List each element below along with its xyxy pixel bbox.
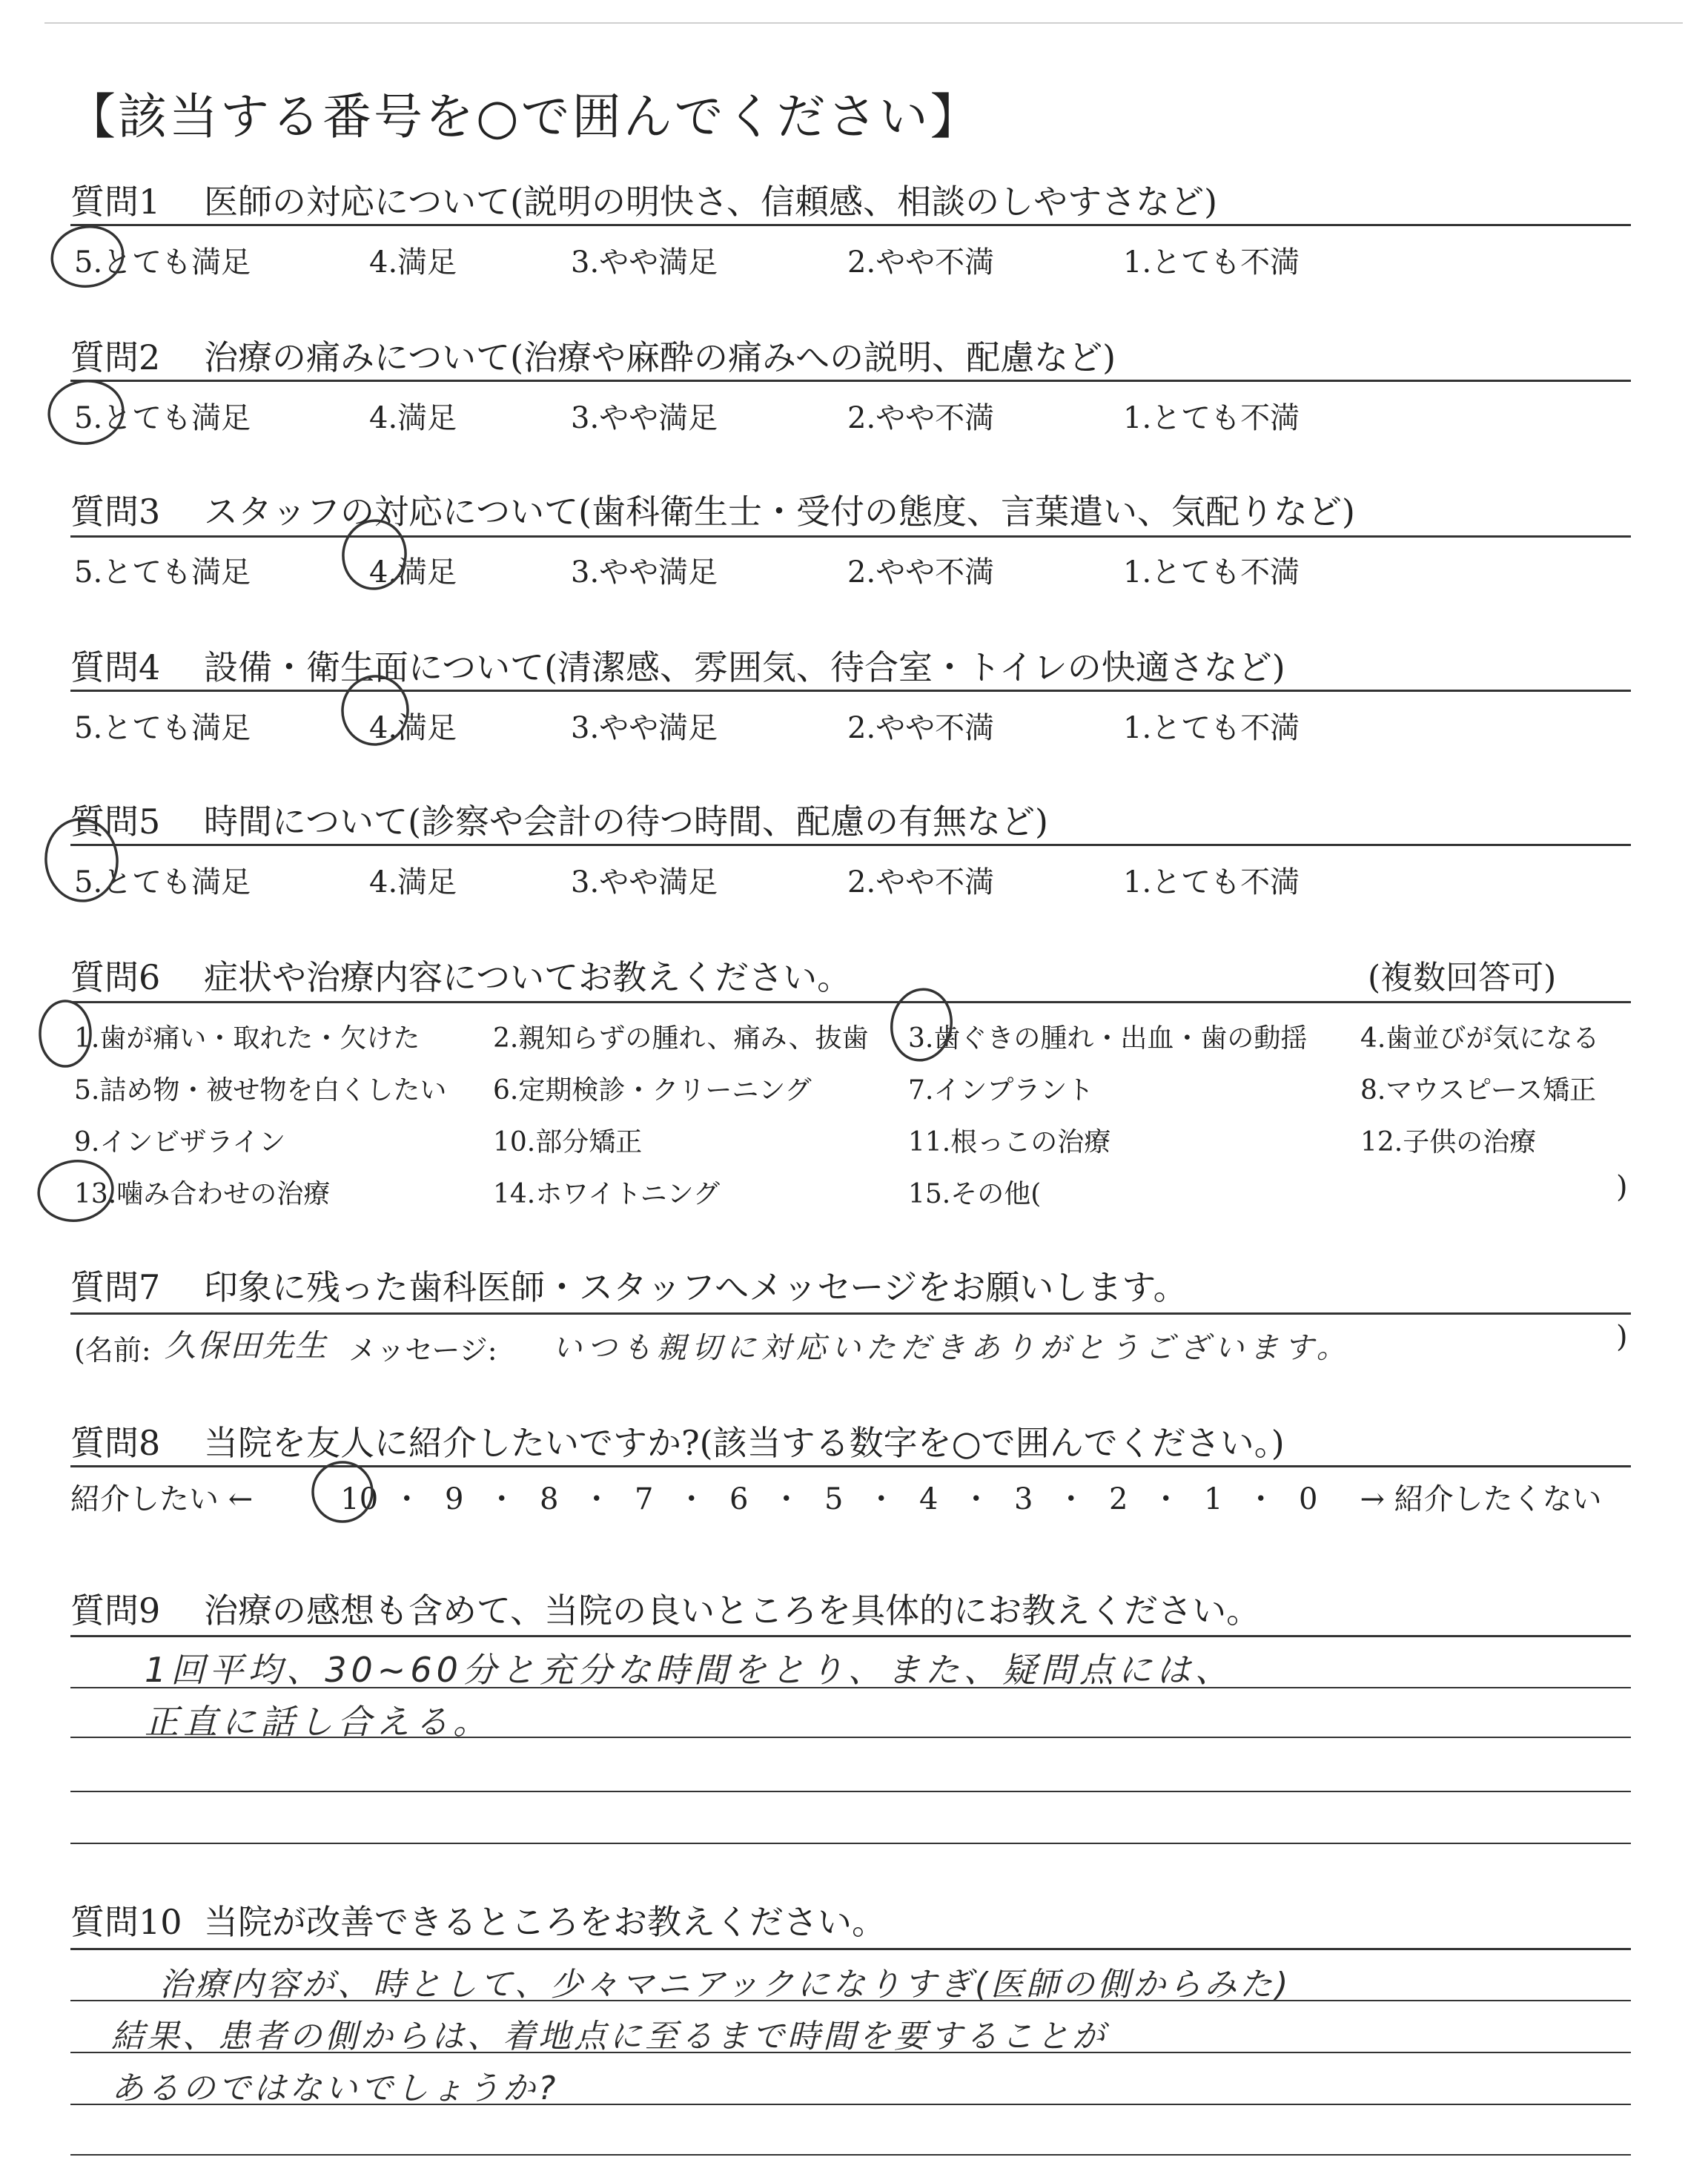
q8-scale-9[interactable]: 9 — [444, 1482, 464, 1516]
q6-item-2[interactable]: 2.親知らずの腫れ、痛み、抜歯 — [493, 1023, 869, 1054]
q5-option-2[interactable]: 2.やや不満 — [847, 865, 995, 899]
q2-option-3[interactable]: 3.やや満足 — [571, 401, 718, 435]
q1-header — [70, 175, 1217, 224]
q5-option-5[interactable]: 5.とても満足 — [74, 865, 251, 899]
q8-scale-separator: ・ — [486, 1482, 517, 1516]
q1-option-4[interactable]: 4.満足 — [369, 245, 457, 280]
q6-item-11[interactable]: 11.根っこの治療 — [908, 1127, 1111, 1157]
q6-number: 質問6 — [70, 957, 161, 997]
q6-item-1[interactable]: 1.歯が痛い・取れた・欠けた — [74, 1023, 420, 1054]
q8-scale-5[interactable]: 5 — [824, 1482, 844, 1516]
q1-text: 医師の対応について(説明の明快さ、信頼感、相談のしやすさなど) — [204, 182, 1218, 222]
top-edge-line — [44, 22, 1683, 24]
q2-rule — [70, 380, 1631, 382]
q6-other-close-paren: ) — [1616, 1170, 1628, 1204]
q6-item-15[interactable]: 15.その他( — [908, 1179, 1042, 1209]
q6-item-6[interactable]: 6.定期検診・クリーニング — [493, 1075, 812, 1106]
q10-header — [70, 1895, 886, 1944]
q6-item-12[interactable]: 12.子供の治療 — [1360, 1127, 1537, 1157]
q8-scale-8[interactable]: 8 — [539, 1482, 559, 1516]
q6-multiple-answer-note: (複数回答可) — [1368, 959, 1557, 997]
q1-rule — [70, 224, 1631, 226]
q8-scale-1[interactable]: 1 — [1203, 1482, 1223, 1516]
q5-text: 時間について(診察や会計の待つ時間、配慮の有無など) — [204, 802, 1048, 842]
q6-item-5[interactable]: 5.詰め物・被せ物を白くしたい — [74, 1075, 447, 1106]
q8-scale-separator: ・ — [391, 1482, 422, 1516]
q7-text: 印象に残った歯科医師・スタッフへメッセージをお願いします。 — [204, 1267, 1188, 1307]
q8-scale-separator: ・ — [1245, 1482, 1276, 1516]
q8-scale-separator: ・ — [581, 1482, 612, 1516]
q2-option-5[interactable]: 5.とても満足 — [74, 401, 251, 435]
q9-header — [70, 1584, 1260, 1633]
q1-number: 質問1 — [70, 182, 161, 222]
q6-item-7[interactable]: 7.インプラント — [908, 1075, 1094, 1106]
q1-option-2[interactable]: 2.やや不満 — [847, 245, 995, 280]
q8-right-label: → 紹介したくない — [1360, 1482, 1602, 1516]
q4-text: 設備・衛生面について(清潔感、雰囲気、待合室・トイレの快適さなど) — [204, 647, 1285, 687]
q8-scale-separator: ・ — [1056, 1482, 1086, 1516]
q4-option-5[interactable]: 5.とても満足 — [74, 711, 251, 745]
q3-rule — [70, 535, 1631, 538]
q3-number: 質問3 — [70, 492, 161, 532]
q8-scale-separator: ・ — [771, 1482, 801, 1516]
q4-option-3[interactable]: 3.やや満足 — [571, 711, 718, 745]
q8-left-label: 紹介したい ← — [70, 1482, 254, 1516]
q9-answer-line-1[interactable]: 1回平均、30~60分と充分な時間をとり、また、疑問点には、 — [145, 1650, 1234, 1690]
q4-header — [70, 641, 1285, 690]
q7-rule — [70, 1312, 1631, 1315]
q10-answer-line-1[interactable]: 治療内容が、時として、少々マニアックになりすぎ(医師の側からみた) — [159, 1966, 1291, 2004]
q10-text: 当院が改善できるところをお教えください。 — [204, 1902, 886, 1942]
q5-option-3[interactable]: 3.やや満足 — [571, 865, 718, 899]
q6-header — [70, 951, 851, 1000]
q2-option-4[interactable]: 4.満足 — [369, 401, 457, 435]
q3-option-5[interactable]: 5.とても満足 — [74, 555, 251, 589]
q5-number: 質問5 — [70, 802, 161, 842]
q7-number: 質問7 — [70, 1267, 161, 1307]
q6-item-4[interactable]: 4.歯並びが気になる — [1360, 1023, 1600, 1054]
q7-name-handwriting[interactable]: 久保田先生 — [165, 1327, 328, 1364]
q9-number: 質問9 — [70, 1591, 161, 1631]
q9-rule-3 — [70, 1791, 1631, 1792]
q2-option-2[interactable]: 2.やや不満 — [847, 401, 995, 435]
q6-item-13[interactable]: 13.噛み合わせの治療 — [74, 1179, 331, 1209]
form-heading: 【該当する番号を○で囲んでください】 — [67, 88, 982, 145]
q3-option-1[interactable]: 1.とても不満 — [1123, 555, 1300, 589]
q6-text: 症状や治療内容についてお教えください。 — [204, 957, 852, 997]
q10-rule-4 — [70, 2154, 1631, 2156]
q1-option-3[interactable]: 3.やや満足 — [571, 245, 718, 280]
q10-answer-line-2[interactable]: 結果、患者の側からは、着地点に至るまで時間を要することが — [111, 2018, 1108, 2055]
q8-scale-7[interactable]: 7 — [634, 1482, 654, 1516]
q4-rule — [70, 690, 1631, 692]
q4-option-1[interactable]: 1.とても不満 — [1123, 711, 1300, 745]
q10-answer-line-3[interactable]: あるのではないでしょうか? — [111, 2070, 559, 2107]
q5-header — [70, 795, 1048, 844]
q9-answer-line-2[interactable]: 正直に話し合える。 — [145, 1702, 491, 1742]
q8-scale-10[interactable]: 10 — [340, 1482, 379, 1516]
q8-scale-3[interactable]: 3 — [1013, 1482, 1033, 1516]
q3-option-3[interactable]: 3.やや満足 — [571, 555, 718, 589]
q5-option-4[interactable]: 4.満足 — [369, 865, 457, 899]
q4-option-4[interactable]: 4.満足 — [369, 711, 457, 745]
q6-item-8[interactable]: 8.マウスピース矯正 — [1360, 1075, 1597, 1106]
q6-item-10[interactable]: 10.部分矯正 — [493, 1127, 643, 1157]
q8-scale-separator: ・ — [1151, 1482, 1181, 1516]
q8-scale-6[interactable]: 6 — [729, 1482, 749, 1516]
q8-rule — [70, 1465, 1631, 1467]
q8-header — [70, 1416, 1285, 1465]
q8-scale-separator: ・ — [866, 1482, 896, 1516]
q1-option-1[interactable]: 1.とても不満 — [1123, 245, 1300, 280]
q4-option-2[interactable]: 2.やや不満 — [847, 711, 995, 745]
q6-rule — [70, 1001, 1631, 1003]
q9-rule-0 — [70, 1635, 1631, 1637]
q3-option-4[interactable]: 4.満足 — [369, 555, 457, 589]
q8-scale-row — [70, 1476, 1627, 1518]
q7-close-paren: ) — [1616, 1320, 1628, 1354]
q8-scale-2[interactable]: 2 — [1108, 1482, 1128, 1516]
q2-number: 質問2 — [70, 337, 161, 377]
q6-item-9[interactable]: 9.インビザライン — [74, 1127, 286, 1157]
q8-scale-separator: ・ — [676, 1482, 706, 1516]
q1-option-5[interactable]: 5.とても満足 — [74, 245, 251, 280]
q8-scale-0[interactable]: 0 — [1298, 1482, 1318, 1516]
q7-message-handwriting[interactable]: いつも親切に対応いただきありがとうございます。 — [552, 1331, 1351, 1365]
q5-rule — [70, 844, 1631, 846]
q10-number: 質問10 — [70, 1902, 182, 1942]
q6-item-3[interactable]: 3.歯ぐきの腫れ・出血・歯の動揺 — [908, 1023, 1308, 1054]
q8-scale-numbers — [340, 1476, 1328, 1518]
q7-header — [70, 1261, 1188, 1309]
q8-number: 質問8 — [70, 1423, 161, 1463]
q8-scale-separator: ・ — [961, 1482, 991, 1516]
q10-rule-0 — [70, 1948, 1631, 1950]
q3-text: スタッフの対応について(歯科衛生士・受付の態度、言葉遣い、気配りなど) — [204, 492, 1355, 532]
q2-header — [70, 331, 1116, 380]
q6-item-14[interactable]: 14.ホワイトニング — [493, 1179, 721, 1209]
q9-text: 治療の感想も含めて、当院の良いところを具体的にお教えください。 — [204, 1591, 1261, 1631]
q8-scale-4[interactable]: 4 — [918, 1482, 939, 1516]
q3-header — [70, 485, 1355, 534]
q2-option-1[interactable]: 1.とても不満 — [1123, 401, 1300, 435]
q8-text: 当院を友人に紹介したいですか?(該当する数字を○で囲んでください。) — [204, 1423, 1285, 1463]
q4-number: 質問4 — [70, 647, 161, 687]
q9-rule-4 — [70, 1843, 1631, 1844]
q3-option-2[interactable]: 2.やや不満 — [847, 555, 995, 589]
q5-option-1[interactable]: 1.とても不満 — [1123, 865, 1300, 899]
q2-text: 治療の痛みについて(治療や麻酔の痛みへの説明、配慮など) — [204, 337, 1116, 377]
q7-message-label: メッセージ: — [348, 1334, 497, 1367]
q7-name-label: (名前: — [74, 1334, 151, 1367]
